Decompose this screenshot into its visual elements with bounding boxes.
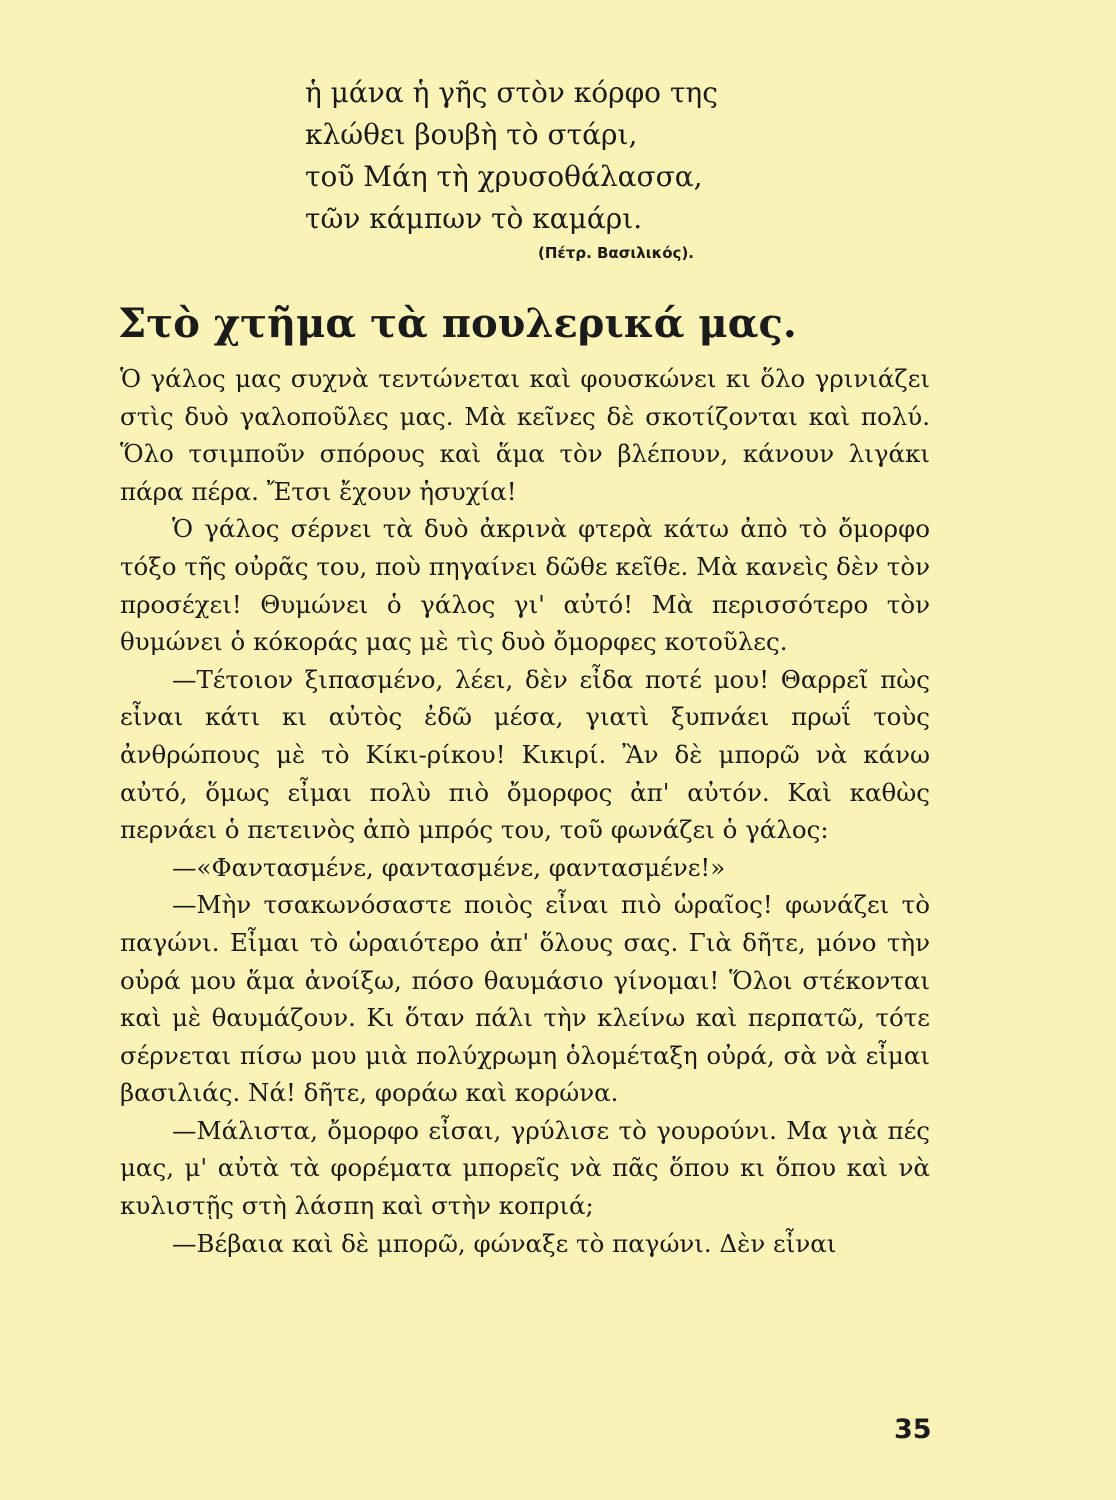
paragraph: —Μὴν τσακωνόσαστε ποιὸς εἶναι πιὸ ὡραῖος! φωνάζει τὸ παγώνι. Εἶμαι τὸ ὡραιότερο ἀπ' ὅλους σας. Γιὰ δῆτε, μόνο τὴν οὐρά μου ἅμα ἀνοίξω, πόσο θαυμάσιο γίνομαι! Ὅλοι στέκονται καὶ μὲ θαυμάζουν. Κι ὅταν πάλι τὴν κλείνω καὶ περπατῶ, τότε σέρνεται πίσω μου μιὰ πολύχρωμη ὁλομέταξη οὐρά, σὰ νὰ εἶμαι βασιλιάς. Νά! δῆτε, φοράω καὶ κορώνα. [120, 890, 930, 1108]
paragraph: —Βέβαια καὶ δὲ μπορῶ, φώναξε τὸ παγώνι. Δὲν εἶναι [172, 1228, 837, 1258]
paragraph: Ὁ γάλος μας συχνὰ τεντώνεται καὶ φουσκώνει κι ὅλο γρινιάζει στὶς δυὸ γαλοποῦλες μας. Μὰ κεῖνες δὲ σκοτίζονται καὶ πολύ. Ὅλο τσιμποῦν σπόρους καὶ ἅμα τὸν βλέπουν, κάνουν λιγάκι πάρα πέρα. Ἔτσι ἔχουν ἡσυχία! [120, 364, 930, 506]
paragraph: —Μάλιστα, ὄμορφο εἶσαι, γρύλισε τὸ γουρούνι. Μα γιὰ πές μας, μ' αὐτὰ τὰ φορέματα μπορεῖς νὰ πᾶς ὅπου κι ὅπου καὶ νὰ κυλιστῇς στὴ λάσπη καὶ στὴν κοπριά; [120, 1115, 930, 1221]
poem-line: ἡ μάνα ἡ γῆς στὸν κόρφο της [305, 76, 718, 109]
paragraph: —«Φαντασμένε, φαντασμένε, φαντασμένε!» [172, 852, 726, 882]
poem-line: τῶν κάμπων τὸ καμάρι. [305, 202, 643, 235]
chapter-title: Στὸ χτῆμα τὰ πουλερικά μας. [118, 300, 797, 347]
poem-attribution: (Πέτρ. Βασιλικός). [538, 244, 694, 262]
body-text [120, 360, 930, 1262]
paragraph: Ὁ γάλος σέρνει τὰ δυὸ ἀκρινὰ φτερὰ κάτω ἀπὸ τὸ ὄμορφο τόξο τῆς οὐρᾶς του, ποὺ πηγαίνει δῶθε κεῖθε. Μὰ κανεὶς δὲν τὸν προσέχει! Θυμώνει ὁ γάλος γι' αὐτό! Μὰ περισσότερο τὸν θυμώνει ὁ κόκοράς μας μὲ τὶς δυὸ ὄμορφες κοτοῦλες. [120, 514, 930, 657]
paragraph: —Τέτοιον ξιπασμένο, λέει, δὲν εἶδα ποτέ μου! Θαρρεῖ πὼς εἶναι κάτι κι αὐτὸς ἐδῶ μέσα, γιατὶ ξυπνάει πρωΐ τοὺς ἀνθρώπους μὲ τὸ Κίκι-ρίκου! Κικιρί. Ἂν δὲ μπορῶ νὰ κάνω αὐτό, ὅμως εἶμαι πολὺ πιὸ ὄμορφος ἀπ' αὐτόν. Καὶ καθὼς περνάει ὁ πετεινὸς ἀπὸ μπρός του, τοῦ φωνάζει ὁ γάλος: [120, 664, 930, 845]
poem-line: τοῦ Μάη τὴ χρυσοθάλασσα, [305, 160, 703, 193]
page-number: 35 [894, 1414, 932, 1445]
poem-excerpt [305, 72, 825, 240]
poem-line: κλώθει βουβὴ τὸ στάρι, [305, 118, 638, 151]
